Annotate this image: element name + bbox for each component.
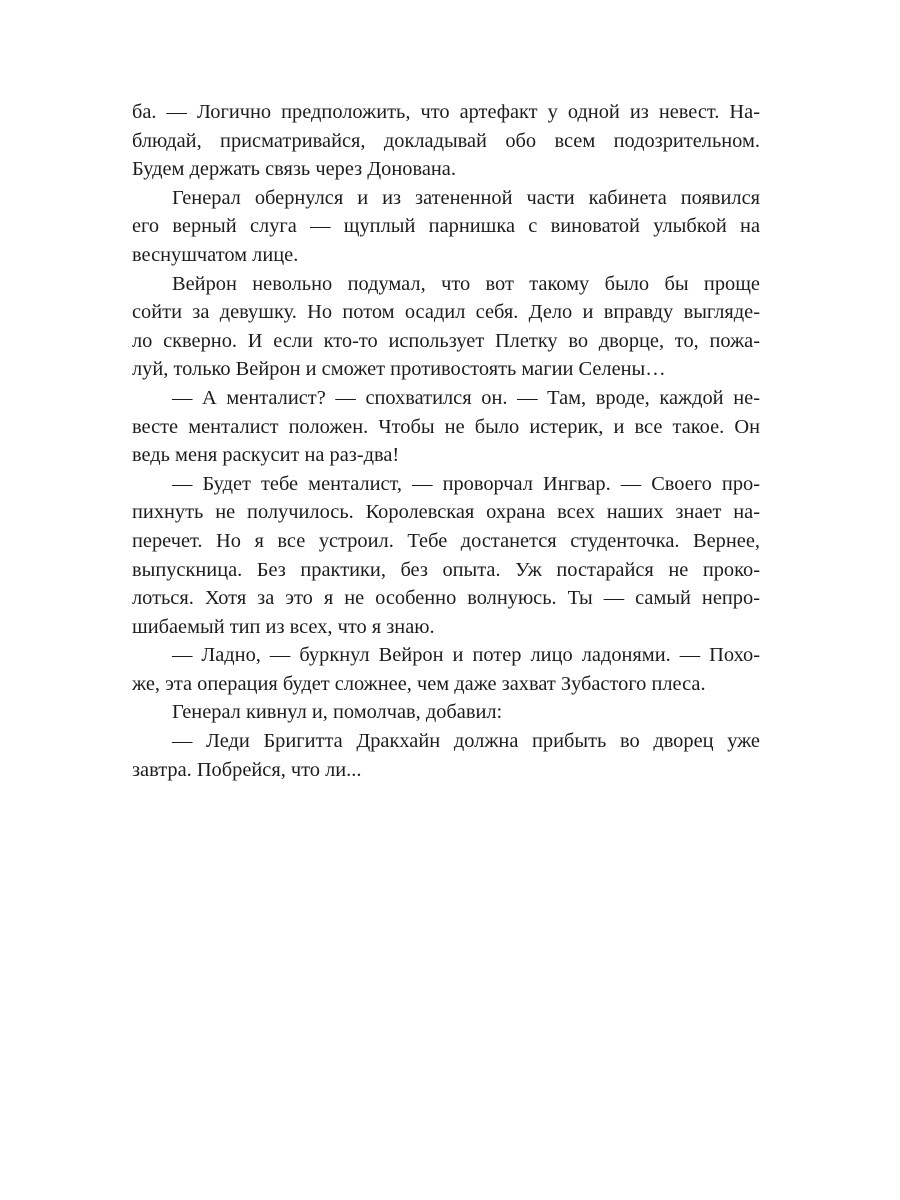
paragraph-3: [132, 270, 760, 384]
text-line: весте менталист положен. Чтобы не было истерик, и все такое. Он: [132, 415, 760, 438]
text-line: ба. — Логично предположить, что артефакт у одной из невест. На-: [132, 101, 760, 123]
text-line: лоться. Хотя за это я не особенно волнуюсь. Ты — самый непро-: [132, 587, 760, 610]
text-line: — Ладно, — буркнул Вейрон и потер лицо ладонями. — Похо-: [172, 644, 760, 667]
text-line: блюдай, присматривайся, докладывай обо всем подозрительном.: [132, 129, 760, 152]
paragraph-6: [132, 641, 760, 698]
text-line: ведь меня раскусит на раз-два!: [132, 444, 400, 467]
paragraph-5: [132, 470, 760, 642]
paragraph-2: [132, 184, 760, 270]
text-line: завтра. Побрейся, что ли...: [132, 758, 362, 781]
text-line: Генерал кивнул и, помолчав, добавил:: [172, 701, 503, 724]
text-line: же, эта операция будет сложнее, чем даже захват Зубастого плеса.: [132, 672, 706, 695]
text-line: Вейрон невольно подумал, что вот такому было бы проще: [172, 272, 760, 295]
paragraph-4: [132, 384, 760, 470]
text-line: Будем держать связь через Донована.: [132, 158, 456, 181]
text-line: пихнуть не получилось. Королевская охрана всех наших знает на-: [132, 501, 760, 524]
paragraph-1: [132, 98, 760, 184]
text-line: шибаемый тип из всех, что я знаю.: [132, 615, 435, 638]
text-line: — Будет тебе менталист, — проворчал Ингвар. — Своего про-: [172, 472, 760, 495]
text-line: — Леди Бригитта Дракхайн должна прибыть во дворец уже: [172, 730, 760, 753]
paragraph-8: [132, 727, 760, 784]
paragraph-7: [132, 698, 760, 727]
text-line: — А менталист? — спохватился он. — Там, вроде, каждой не-: [172, 386, 760, 409]
text-line: сойти за девушку. Но потом осадил себя. Дело и вправду выгляде-: [132, 301, 760, 324]
book-page-text: [132, 98, 760, 784]
text-line: Генерал обернулся и из затененной части кабинета появился: [172, 186, 760, 209]
text-line: перечет. Но я все устроил. Тебе достанется студенточка. Вернее,: [132, 529, 760, 552]
text-line: выпускница. Без практики, без опыта. Уж постарайся не проко-: [132, 558, 760, 581]
text-line: веснушчатом лице.: [132, 243, 299, 266]
text-line: ло скверно. И если кто-то использует Плетку во дворце, то, пожа-: [132, 329, 760, 352]
text-line: его верный слуга — щуплый парнишка с виноватой улыбкой на: [132, 215, 760, 238]
text-line: луй, только Вейрон и сможет противостоять магии Селены…: [132, 358, 666, 381]
